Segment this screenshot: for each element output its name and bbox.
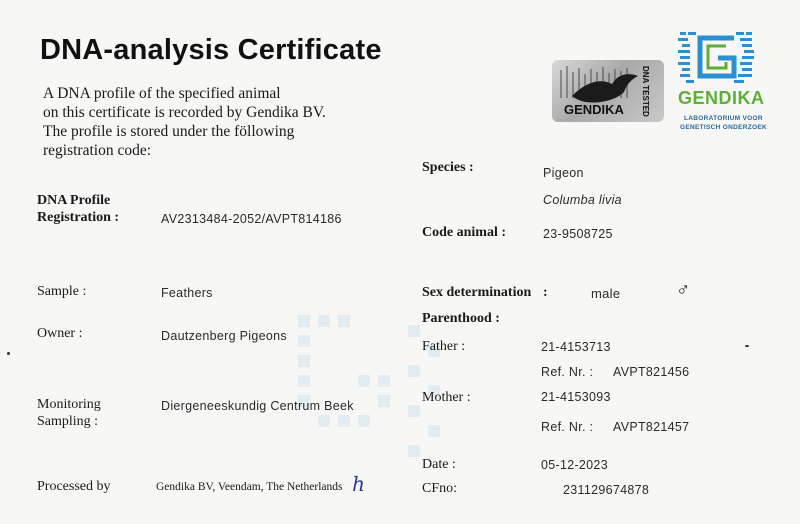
scan-speck (7, 352, 10, 355)
father-ref-value: AVPT821456 (613, 365, 690, 379)
monitoring-label-line-1: Monitoring (37, 397, 101, 412)
registration-value: AV2313484-2052/AVPT814186 (161, 212, 342, 226)
registration-label-line-2: Registration : (37, 210, 120, 225)
monitoring-value: Diergeneeskundig Centrum Beek (161, 399, 354, 413)
parenthood-label: Parenthood : (422, 311, 500, 326)
scan-speck (745, 345, 749, 347)
dna-tested-badge (552, 60, 664, 122)
mother-value: 21-4153093 (541, 390, 611, 404)
father-ref-label: Ref. Nr. : (541, 365, 594, 379)
processed-by-label: Processed by (37, 479, 111, 494)
logo-subtitle-line-2: GENETISCH ONDERZOEK (680, 124, 767, 131)
date-label: Date : (422, 457, 456, 472)
date-value: 05-12-2023 (541, 458, 608, 472)
male-symbol-icon: ♂ (676, 280, 691, 301)
code-animal-value: 23-9508725 (543, 227, 613, 241)
father-label: Father : (422, 339, 466, 354)
cfno-label: CFno: (422, 481, 458, 496)
father-value: 21-4153713 (541, 340, 611, 354)
certificate-title: DNA-analysis Certificate (40, 34, 382, 66)
sex-determination-label: Sex determination (422, 285, 532, 300)
logo-name: GENDIKA (678, 88, 765, 108)
intro-line-3: The profile is stored under the föllowing (43, 123, 295, 140)
code-animal-label: Code animal : (422, 225, 506, 240)
intro-line-2: on this certificate is recorded by Gendika BV. (43, 104, 326, 121)
badge-name: GENDIKA (564, 102, 624, 117)
intro-line-1: A DNA profile of the specified animal (43, 85, 281, 102)
logo-subtitle-line-1: LABORATORIUM VOOR (684, 115, 763, 122)
gendika-logo-icon (676, 28, 760, 86)
sample-value: Feathers (161, 286, 213, 300)
signature-icon: ℎ (352, 472, 365, 496)
species-latin-value: Columba livia (543, 193, 622, 207)
mother-ref-value: AVPT821457 (613, 420, 690, 434)
monitoring-label-line-2: Sampling : (37, 414, 99, 429)
mother-ref-label: Ref. Nr. : (541, 420, 594, 434)
species-label: Species : (422, 160, 474, 175)
intro-line-4: registration code: (43, 142, 152, 159)
processed-by-value: Gendika BV, Veendam, The Netherlands (156, 481, 343, 493)
owner-label: Owner : (37, 326, 83, 341)
owner-value: Dautzenberg Pigeons (161, 329, 287, 343)
cfno-value: 231129674878 (563, 483, 650, 497)
mother-label: Mother : (422, 390, 471, 405)
sex-determination-colon: : (543, 285, 548, 300)
badge-dna-tested-label: DNA TESTED (641, 66, 650, 117)
species-value: Pigeon (543, 166, 584, 180)
sample-label: Sample : (37, 284, 87, 299)
sex-value: male (591, 286, 621, 301)
registration-label-line-1: DNA Profile (37, 193, 111, 208)
